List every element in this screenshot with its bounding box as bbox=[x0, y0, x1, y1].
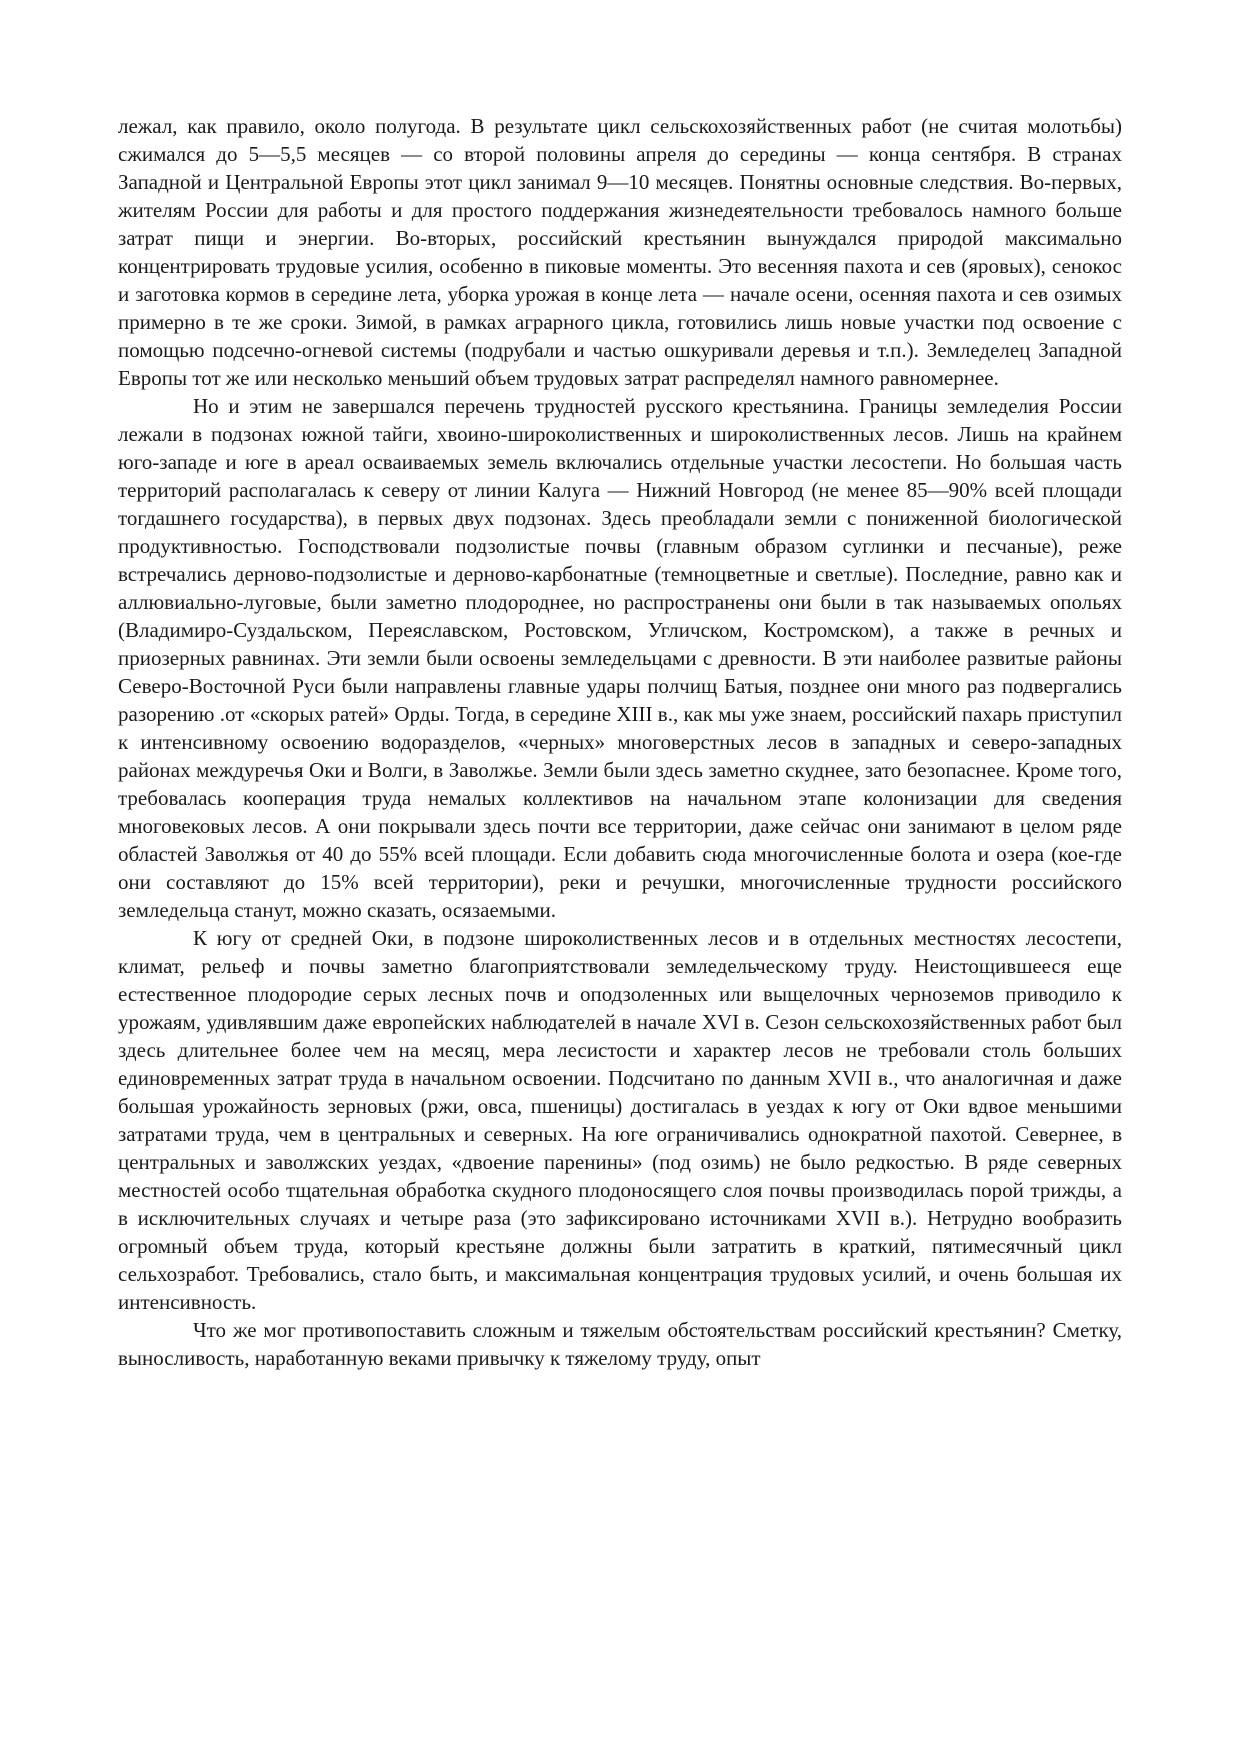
document-page bbox=[118, 112, 1122, 1372]
paragraph-peasant-response: Что же мог противопоставить сложным и тяжелым обстоятельствам российский крестьянин? Сметку, выносливость, наработанную веками привычку к тяжелому труду, опыт bbox=[118, 1318, 1122, 1370]
paragraph-soil-zones: Но и этим не завершался перечень трудностей русского крестьянина. Границы земледелия России лежали в подзонах южной тайги, хвоино-широколиственных и широколиственных лесов. Лишь на крайнем юго-западе и юге в ареал осваиваемых земель включались отдельные участки лесостепи. Но большая часть территорий располагалась к северу от линии Калуга — Нижний Новгород (не менее 85—90% всей площади тогдашнего государства), в первых двух подзонах. Здесь преобладали земли с пониженной биологической продуктивностью. Господствовали подзолистые почвы (главным образом суглинки и песчаные), реже встречались дерново-подзолистые и дерново-карбонатные (темноцветные и светлые). Последние, равно как и аллювиально-луговые, были заметно плодороднее, но распространены они были в так называемых опольях (Владимиро-Суздальском, Переяславском, Ростовском, Угличском, Костромском), а также в речных и приозерных равнинах. Эти земли были освоены земледельцами с древности. В эти наиболее развитые районы Северо-Восточной Руси были направлены главные удары полчищ Батыя, позднее они много раз подвергались разорению .от «скорых ратей» Орды. Тогда, в середине XIII в., как мы уже знаем, российский пахарь приступил к интенсивному освоению водоразделов, «черных» многоверстных лесов в западных и северо-западных районах междуречья Оки и Волги, в Заволжье. Земли были здесь заметно скуднее, зато безопаснее. Кроме того, требовалась кооперация труда немалых коллективов на начальном этапе колонизации для сведения многовековых лесов. А они покрывали здесь почти все территории, даже сейчас они занимают в целом ряде областей Заволжья от 40 до 55% всей площади. Если добавить сюда многочисленные болота и озера (кое-где они составляют до 15% всей территории), реки и речушки, многочисленные трудности российского земледельца станут, можно сказать, осязаемыми. bbox=[118, 394, 1122, 922]
paragraph-continuation: лежал, как правило, около полугода. В результате цикл сельскохозяйственных работ (не считая молотьбы) сжимался до 5—5,5 месяцев — со второй половины апреля до середины — конца сентября. В странах Западной и Центральной Европы этот цикл занимал 9—10 месяцев. Понятны основные следствия. Во-первых, жителям России для работы и для простого поддержания жизнедеятельности требовалось намного больше затрат пищи и энергии. Во-вторых, российский крестьянин вынуждался природой максимально концентрировать трудовые усилия, особенно в пиковые моменты. Это весенняя пахота и сев (яровых), сенокос и заготовка кормов в середине лета, уборка урожая в конце лета — начале осени, осенняя пахота и сев озимых примерно в те же сроки. Зимой, в рамках аграрного цикла, готовились лишь новые участки под освоение с помощью подсечно-огневой системы (подрубали и частью ошкуривали деревья и т.п.). Земледелец Западной Европы тот же или несколько меньший объем трудовых затрат распределял намного равномернее. bbox=[118, 114, 1122, 390]
paragraph-south-of-oka: К югу от средней Оки, в подзоне широколиственных лесов и в отдельных местностях лесостепи, климат, рельеф и почвы заметно благоприятствовали земледельческому труду. Неистощившееся еще естественное плодородие серых лесных почв и оподзоленных или выщелочных черноземов приводило к урожаям, удивлявшим даже европейских наблюдателей в начале XVI в. Сезон сельскохозяйственных работ был здесь длительнее более чем на месяц, мера лесистости и характер лесов не требовали столь больших единовременных затрат труда в начальном освоении. Подсчитано по данным XVII в., что аналогичная и даже большая урожайность зерновых (ржи, овса, пшеницы) достигалась в уездах к югу от Оки вдвое меньшими затратами труда, чем в центральных и северных. На юге ограничивались однократной пахотой. Севернее, в центральных и заволжских уездах, «двоение паренины» (под озимь) не было редкостью. В ряде северных местностей особо тщательная обработка скудного плодоносящего слоя почвы производилась порой трижды, а в исключительных случаях и четыре раза (это зафиксировано источниками XVII в.). Нетрудно вообразить огромный объем труда, который крестьяне должны были затратить в краткий, пятимесячный цикл сельхозработ. Требовались, стало быть, и максимальная концентрация трудовых усилий, и очень большая их интенсивность. bbox=[118, 926, 1122, 1314]
